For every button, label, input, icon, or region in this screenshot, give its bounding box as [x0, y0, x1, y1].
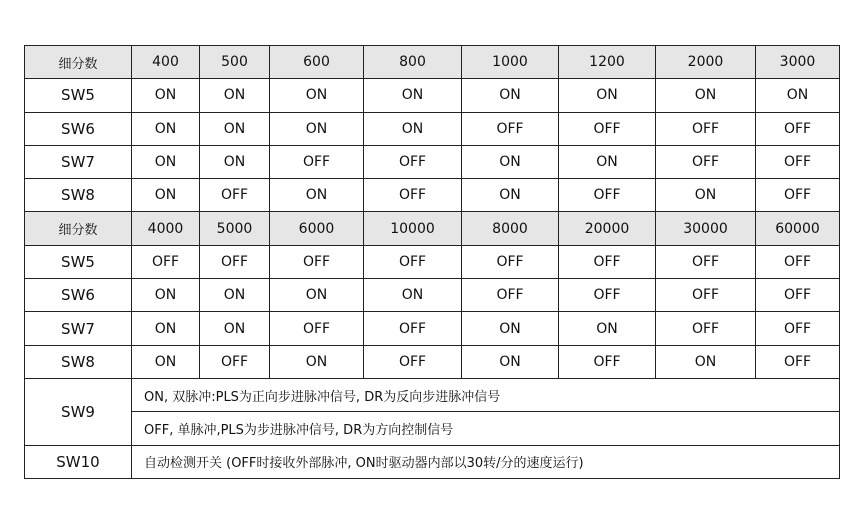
switch-state-cell: OFF [462, 112, 559, 145]
subdivision-value: 6000 [270, 212, 364, 245]
switch-state-cell: ON [656, 79, 756, 112]
switch-state-cell: OFF [462, 279, 559, 312]
switch-state-cell: ON [200, 312, 270, 345]
sw9-row [25, 412, 840, 445]
subdivision-value: 60000 [756, 212, 840, 245]
switch-state-cell: ON [132, 145, 200, 178]
switch-state-cell: OFF [462, 245, 559, 278]
switch-state-cell: ON [462, 179, 559, 212]
subdivision-value: 30000 [656, 212, 756, 245]
subdivision-value: 20000 [559, 212, 656, 245]
switch-state-cell: ON [132, 312, 200, 345]
subdivision-value: 1000 [462, 46, 559, 79]
switch-label: SW5 [25, 79, 132, 112]
switch-state-cell: OFF [132, 245, 200, 278]
switch-label: SW6 [25, 279, 132, 312]
switch-state-cell: OFF [656, 245, 756, 278]
subdivision-value: 800 [364, 46, 462, 79]
switch-state-cell: OFF [364, 145, 462, 178]
switch-state-cell: OFF [559, 112, 656, 145]
switch-state-cell: OFF [756, 112, 840, 145]
switch-state-cell: OFF [756, 245, 840, 278]
subdivision-value: 4000 [132, 212, 200, 245]
subdivision-value: 10000 [364, 212, 462, 245]
switch-state-cell: OFF [756, 145, 840, 178]
switch-label: SW7 [25, 312, 132, 345]
subdivision-value: 600 [270, 46, 364, 79]
switch-state-cell: OFF [270, 245, 364, 278]
switch-row [25, 79, 840, 112]
switch-state-cell: OFF [559, 179, 656, 212]
switch-state-cell: ON [364, 79, 462, 112]
switch-state-cell: OFF [756, 312, 840, 345]
sw10-row [25, 445, 840, 478]
switch-state-cell: ON [132, 179, 200, 212]
subdivision-value: 8000 [462, 212, 559, 245]
switch-state-cell: ON [200, 279, 270, 312]
switch-state-cell: OFF [364, 345, 462, 378]
switch-state-cell: ON [200, 112, 270, 145]
switch-state-cell: OFF [364, 312, 462, 345]
switch-state-cell: ON [270, 179, 364, 212]
sw10-description: 自动检测开关 (OFF时接收外部脉冲, ON时驱动器内部以30转/分的速度运行) [132, 445, 840, 478]
switch-state-cell: ON [132, 279, 200, 312]
sw9-off-description: OFF, 单脉冲,PLS为步进脉冲信号, DR为方向控制信号 [132, 412, 840, 445]
switch-state-cell: OFF [656, 279, 756, 312]
switch-state-cell: OFF [559, 345, 656, 378]
subdivision-header-label: 细分数 [25, 212, 132, 245]
switch-state-cell: OFF [656, 112, 756, 145]
switch-row [25, 112, 840, 145]
switch-state-cell: OFF [270, 145, 364, 178]
switch-state-cell: ON [462, 345, 559, 378]
subdivision-value: 400 [132, 46, 200, 79]
switch-state-cell: ON [132, 79, 200, 112]
switch-state-cell: ON [132, 112, 200, 145]
switch-state-cell: ON [270, 79, 364, 112]
switch-state-cell: ON [200, 79, 270, 112]
switch-state-cell: OFF [559, 279, 656, 312]
switch-state-cell: ON [270, 112, 364, 145]
switch-row [25, 279, 840, 312]
switch-state-cell: OFF [656, 145, 756, 178]
subdivision-value: 1200 [559, 46, 656, 79]
switch-state-cell: OFF [200, 245, 270, 278]
switch-row [25, 245, 840, 278]
sw9-on-description: ON, 双脉冲:PLS为正向步进脉冲信号, DR为反向步进脉冲信号 [132, 378, 840, 411]
sw9-label: SW9 [25, 378, 132, 445]
subdivision-value: 500 [200, 46, 270, 79]
switch-row [25, 312, 840, 345]
switch-state-cell: ON [462, 145, 559, 178]
switch-state-cell: ON [462, 79, 559, 112]
switch-state-cell: OFF [559, 245, 656, 278]
switch-state-cell: OFF [656, 312, 756, 345]
switch-row [25, 179, 840, 212]
sw9-row [25, 378, 840, 411]
switch-state-cell: ON [656, 345, 756, 378]
switch-state-cell: ON [656, 179, 756, 212]
switch-state-cell: ON [364, 279, 462, 312]
subdivision-header-row [25, 212, 840, 245]
switch-state-cell: OFF [756, 179, 840, 212]
switch-row [25, 345, 840, 378]
switch-state-cell: ON [132, 345, 200, 378]
subdivision-value: 2000 [656, 46, 756, 79]
switch-state-cell: ON [559, 145, 656, 178]
subdivision-value: 3000 [756, 46, 840, 79]
switch-state-cell: ON [756, 79, 840, 112]
switch-state-cell: OFF [756, 345, 840, 378]
switch-state-cell: ON [200, 145, 270, 178]
switch-label: SW5 [25, 245, 132, 278]
sw10-label: SW10 [25, 445, 132, 478]
switch-label: SW6 [25, 112, 132, 145]
switch-state-cell: OFF [364, 179, 462, 212]
switch-label: SW8 [25, 345, 132, 378]
switch-state-cell: ON [462, 312, 559, 345]
switch-state-cell: ON [559, 79, 656, 112]
switch-label: SW8 [25, 179, 132, 212]
subdivision-value: 5000 [200, 212, 270, 245]
switch-state-cell: ON [559, 312, 656, 345]
switch-state-cell: OFF [756, 279, 840, 312]
subdivision-header-row [25, 46, 840, 79]
switch-state-cell: OFF [364, 245, 462, 278]
switch-state-cell: ON [364, 112, 462, 145]
switch-state-cell: ON [270, 279, 364, 312]
switch-state-cell: OFF [270, 312, 364, 345]
switch-label: SW7 [25, 145, 132, 178]
subdivision-header-label: 细分数 [25, 46, 132, 79]
switch-row [25, 145, 840, 178]
switch-state-cell: OFF [200, 179, 270, 212]
dip-switch-table [24, 45, 840, 479]
switch-state-cell: ON [270, 345, 364, 378]
switch-state-cell: OFF [200, 345, 270, 378]
